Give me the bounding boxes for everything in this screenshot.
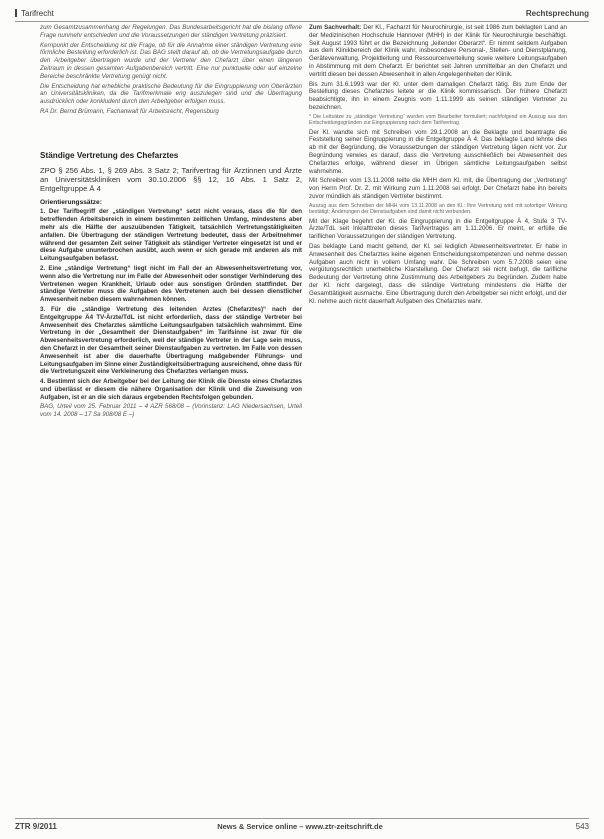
- decision-reference: BAG, Urteil vom 25. Februar 2011 – 4 AZR 568/08 – (Vorinstanz: LAG Niedersachsen, Urteil vom 14. 2008 – 17 Sa 908/08 E –): [40, 403, 302, 419]
- orientation-item: 4. Bestimmt sich der Arbeitgeber bei der Leitung der Klinik die Dienste eines Chefarztes und überlässt er diesem die nähere Organisation der Klinik und die Zuweisung von Aufgaben, ist er an die sich daraus ergebenden Rechtsfolgen gebunden.: [40, 378, 302, 401]
- orientation-list: [40, 208, 302, 401]
- facts-text: Der Kl., Facharzt für Neurochirurgie, ist seit 1986 zum beklagten Land an der Medizinischen Hochschule Hannover (MHH) in der Klinik für Neurochirurgie beschäftigt. Seit August 1993 führt er die Bezeichnung „leitender Oberarzt“. Er nimmt seitdem Aufgaben aus dem Klinikbereich der Klinik wahr, insbesondere Personal-, Stellen- und Dienstplanung, Geräteverwaltung, Projektleitung und Ressourcenverteilung sowie weitere Leitungsaufgaben in Abstimmung mit dem Chefarzt. Er berichtet seit Jahren unmittelbar an den Chefarzt und vertritt diesen bei dessen Abwesenheit in allen Angelegenheiten der Klinik.: [309, 24, 567, 78]
- journal-issue: ZTR 9/2011: [15, 822, 57, 831]
- facts-paragraph: Das beklagte Land macht geltend, der Kl. sei lediglich Abwesenheitsvertreter. Er habe in Anwesenheit des Chefarztes keine eigenen Entscheidungskompetenzen und nehme dessen Aufgaben auch nicht in vollem Umfang wahr. Die Schreiben vom 5.7.2008 seien eine vergütungsrechtlich unerhebliche Klarstellung. Der Chefarzt sei nicht befugt, die tarifliche Bedeutung der Vertretung ohne Zustimmung des Arbeitgebers zu begründen. Zudem habe der Kl. nicht dargelegt, dass die ständige Vertretung mindestens die Hälfte der Gesamttätigkeit ausmache. Eine Übertragung durch den Arbeitgeber sei nicht erfolgt, und der Kl. nehme auch nicht dauerhaft Aufgaben des Chefarztes wahr.: [309, 242, 567, 305]
- header-rule: [15, 21, 589, 22]
- facts-label: Zum Sachverhalt:: [309, 24, 362, 31]
- case-statutes: ZPO § 256 Abs. 1, § 269 Abs. 3 Satz 2; Tarifvertrag für Ärztinnen und Ärzte an Universitätskliniken vom 30.10.2006 §§ 12, 16 Abs. 1 Satz 2, Entgeltgruppe Ä 4: [40, 165, 302, 193]
- section-left-text: Tarifrecht: [21, 9, 54, 18]
- facts-paragraph: Mit der Klage begehrt der Kl. die Eingruppierung in die Entgeltgruppe Ä 4, Stufe 3 TV-Ärzte/TdL seit Inkrafttreten dieses Tarifvertrages am 1.11.2006. Er meint, er erfülle die tariflichen Voraussetzungen der ständigen Vertretung.: [309, 217, 567, 241]
- orientation-item: 3. Für die „ständige Vertretung des leitenden Arztes (Chefarztes)“ nach der Entgeltgruppe Ä4 TV-Ärzte/TdL ist nicht erforderlich, dass der ständige Vertreter bei Anwesenheit des Chefarztes sämtliche Leitungsaufgaben tatsächlich wahrnimmt. Eine Vertretung in der „Gesamtheit der Dienstaufgaben“ im Tarifsinne ist zwar für die Abwesenheitsvertretung erforderlich, weil der ständige Vertreter in der Lage sein muss, den Chefarzt in der Gesamtheit seiner Dienstaufgaben zu vertreten. Im Falle von dessen Anwesenheit ist aber die dauerhafte Übertragung maßgebender Führungs- und Leitungsaufgaben im Sinne einer Zuständigkeitsübertragung ausreichend, ohne dass für die Vertretungszeit eine Verkleinerung des Chefarztes verlangen muss.: [40, 305, 302, 376]
- footer-rule: [15, 818, 589, 819]
- facts-paragraph: [309, 24, 567, 79]
- case-title: Ständige Vertretung des Chefarztes: [40, 150, 179, 160]
- orientation-item: 2. Eine „ständige Vertretung“ liegt nicht im Fall der an Abwesenheitsvertretung vor, wenn also die Vertretung nur im Falle der Abwesenheit oder sonstiger Verhinderung des Vertretenen wegen Krankheit, Urlaub oder aus sonstigen Gründen stattfindet. Der ständige Vertreter muss die Aufgaben des Vertretenen auch bei dessen dienstlicher Anwesenheit neben diesem wahrnehmen können.: [40, 264, 302, 304]
- footnote: Auszug aus dem Schreiben der MHH vom 13.11.2008 an den Kl.: Ihre Vertretung wird mit sofortiger Wirkung bestätigt; Änderungen der Dienstaufgaben sind damit nicht verbunden.: [309, 202, 567, 216]
- section-label-right: Rechtsprechung: [525, 9, 589, 18]
- facts-paragraph: Mit Schreiben vom 13.11.2008 teilte die MHH dem Kl. mit, die Übertragung der „Vertretung“ von Herrn Prof. Dr. Z. mit Wirkung zum 1.11.2008 sei erfolgt. Der Chefarzt habe ihn bereits zuvor mündlich als ständigen Vertreter bestimmt.: [309, 177, 567, 200]
- page-number: 543: [575, 822, 589, 831]
- facts-paragraph: Bis zum 31.6.1993 war der Kl. unter dem damaligen Chefarzt tätig. Bis zum Ende der Bestellung dieses Chefarztes leitete er die Klinik kommissarisch. Der frühere Chefarzt beabsichtigte, ihn in einem Zeugnis vom 1.11.1999 als seinen ständigen Vertreter zu bezeichnen.: [309, 80, 567, 111]
- section-label-left: [15, 9, 54, 18]
- orientation-item: 1. Der Tarifbegriff der „ständigen Vertretung“ setzt nicht voraus, dass die für den betreffenden Arbeitsbereich in einem bestimmten zeitlichen Umfang, mindestens aber mehr als die Hälfte der auszuübenden Tätigkeit, tatsächlich Vertretungstätigkeiten anfallen. Die Übertragung der ständigen Vertretung bedeutet, dass der Arbeitnehmer während der gesamten Zeit seiner Tätigkeit als ständiger Vertreter eingesetzt ist und er diese Aufgabe ununterbrochen ausübt, auch wenn er sich gerade mit anderen als mit Leitungsaufgaben befasst.: [40, 208, 302, 263]
- orientation-heading: Orientierungssätze:: [40, 198, 102, 206]
- left-column: [40, 24, 302, 421]
- intro-author: RA Dr. Bernd Brümann, Fachanwalt für Arbeitsrecht, Regensburg: [40, 107, 219, 115]
- footnote: * Die Leitsätze zu „ständiger Vertretung“ wurden vom Bearbeiter formuliert; nachfolgend ein Auszug aus den Entscheidungsgründen zur Eingruppierung nach dem Tarifvertrag.: [309, 113, 567, 127]
- intro-paragraph: zum Gesamtzusammenhang der Regelungen. Das Bundesarbeitsgericht hat die bislang offene Frage nunmehr entschieden und die Voraussetzungen der ständigen Vertretung präzisiert.: [40, 24, 302, 39]
- right-column: [309, 24, 567, 307]
- facts-paragraph: Der Kl. wandte sich mit Schreiben vom 29.1.2008 an die Beklagte und beantragte die Feststellung seiner Eingruppierung in die Entgeltgruppe Ä 4. Das beklagte Land lehnte dies ab mit der Begründung, die Voraussetzungen der ständigen Vertretung lägen nicht vor. Zur Begründung verwies es darauf, dass die Vertretung ausschließlich bei Abwesenheit des Chefarztes erfolge, während dieser im Übrigen sämtliche Leitungsaufgaben selbst wahrnehme.: [309, 128, 567, 175]
- header-bar-mark: [15, 9, 17, 17]
- journal-website[interactable]: News & Service online – www.ztr-zeitschrift.de: [217, 822, 383, 831]
- intro-paragraph: Die Entscheidung hat erhebliche praktische Bedeutung für die Eingruppierung von Oberärzten an Universitätskliniken, da die Tarifmerkmale eng auszulegen sind und die Übertragung ausdrücklich oder konkludent durch den Arbeitgeber erfolgen muss.: [40, 82, 302, 106]
- intro-paragraph: Kernpunkt der Entscheidung ist die Frage, ob für die Annahme einer ständigen Vertretung eine förmliche Bestellung erforderlich ist. Das BAG stellt darauf ab, ob die Vertretungsaufgabe durch den Arbeitgeber übertragen wurde und der Vertreter den Chefarzt über einen längeren Zeitraum in dessen gesamten Aufgabenbereich vertritt. Eine nur punktuelle oder auf einzelne Bereiche beschränkte Vertretung genügt nicht.: [40, 41, 302, 80]
